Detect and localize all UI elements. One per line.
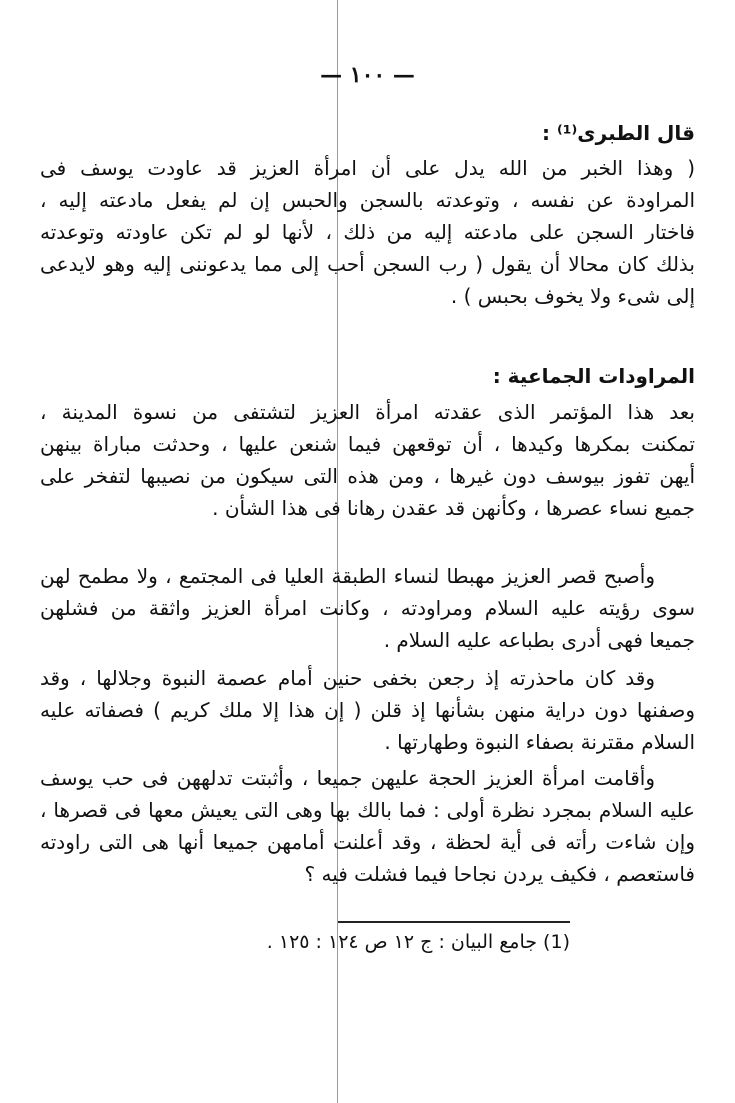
- page-number: — ١٠٠ —: [320, 62, 415, 88]
- text-line: المراودة عن نفسه ، وتوعدته بالسجن والحبس إن لم يفعل مادعته إليه ،: [40, 188, 695, 212]
- text-line: وصفنها دون دراية منهن بشأنها إذ قلن ( إن هذا إلا ملك كريم ) فصفاته عليه: [40, 698, 695, 722]
- text-line: تمكنت بمكرها وكيدها ، أن توقعهن فيما شنعن عليها ، وحدثت مباراة بينهن: [40, 432, 695, 456]
- text-line: وإن شاءت رأته فى أية لحظة ، وقد أعلنت أمامهن جميعا أنها هى التى راودته: [40, 830, 695, 854]
- text-line: أيهن تفوز بيوسف دون غيرها ، ومن هذه التى سيكون من نصيبها لتفخر على: [40, 464, 695, 488]
- heading-collective: [40, 360, 695, 392]
- paragraph-warning: [40, 662, 695, 758]
- text-line: وقد كان ماحذرته إذ رجعن بخفى حنين أمام عصمة النبوة وجلالها ، وقد: [40, 666, 655, 690]
- text-line: عليه السلام بمجرد نظرة أولى : فما بالك بها وهى التى يعيش معها فى قصرها ،: [40, 798, 695, 822]
- heading-tabari: [40, 117, 695, 149]
- text-line: بعد هذا المؤتمر الذى عقدته امرأة العزيز لتشتفى من نسوة المدينة ،: [40, 400, 695, 424]
- text-line: جميعا فهى أدرى بطباعه عليه السلام .: [383, 628, 695, 652]
- text-line: وأقامت امرأة العزيز الحجة عليهن جميعا ، وأثبتت تدلههن فى حب يوسف: [40, 766, 655, 790]
- heading-collective-text: المراودات الجماعية :: [492, 364, 695, 388]
- paragraph-tabari-quote: [40, 152, 695, 312]
- text-line: فاختار السجن على مادعته إليه من ذلك ، لأنها لو لم تكن عاودته وتوعدته: [40, 220, 695, 244]
- text-line: وأصبح قصر العزيز مهبطا لنساء الطبقة العليا فى المجتمع ، ولا مطمح لهن: [40, 564, 655, 588]
- paragraph-conference: [40, 396, 695, 524]
- text-line: سوى رؤيته عليه السلام ومراودته ، وكانت امرأة العزيز واثقة من فشلهن: [40, 596, 695, 620]
- paragraph-argument: [40, 762, 695, 890]
- footnote: (1) جامع البيان : ج ١٢ ص ١٢٤ : ١٢٥ .: [266, 931, 570, 953]
- text-line: إلى شىء ولا يخوف بحبس ) .: [450, 284, 695, 308]
- text-line: جميع نساء عصرها ، وكأنهن قد عقدن رهانا فى هذا الشأن .: [212, 496, 695, 520]
- text-line: ( وهذا الخبر من الله يدل على أن امرأة العزيز قد عاودت يوسف فى: [40, 156, 695, 180]
- text-line: بذلك كان محالا أن يقول ( رب السجن أحب إلى مما يدعوننى إليه وهو لايدعى: [40, 252, 695, 276]
- paragraph-palace: [40, 560, 695, 656]
- text-line: فاستعصم ، فكيف يردن نجاحا فيما فشلت فيه ؟: [304, 862, 695, 886]
- text-line: السلام مقترنة بصفاء النبوة وطهارتها .: [384, 730, 695, 754]
- footnote-rule: [338, 921, 570, 923]
- heading-tabari-text: قال الطبرى⁽¹⁾ :: [542, 121, 695, 145]
